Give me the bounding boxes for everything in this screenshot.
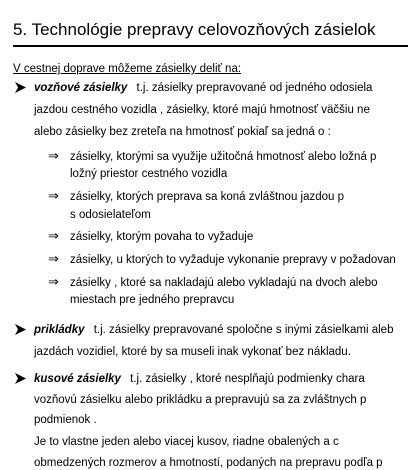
intro-text: V cestnej doprave môžeme zásielky deliť na: [13, 63, 242, 75]
subitem-line: zásielky, ktorým povaha to vyžaduje [70, 231, 254, 243]
subitem-line: zásielky, ktorých preprava sa koná zvláštnou jazdou p [70, 191, 345, 203]
bullet-arrowhead-icon [14, 81, 27, 94]
double-arrow-icon: ⇒ [48, 189, 59, 204]
subitem-line: miestach pre jedného prepravcu [70, 294, 235, 306]
item-term: vozňové zásielky [34, 82, 128, 94]
subitem-line: s odosielateľom [70, 209, 151, 221]
item-text: t.j. zásielky prepravované od jedného odosiela [136, 82, 373, 94]
bullet-arrowhead-icon [14, 372, 27, 385]
bullet-arrowhead-icon [14, 323, 27, 336]
double-arrow-icon: ⇒ [48, 149, 59, 164]
item-text-line: alebo zásielky bez zreteľa na hmotnosť pokiaľ sa jedná o : [34, 126, 331, 138]
subitem-line: ložný priestor cestného vozidla [70, 168, 228, 180]
page-title: 5. Technológie prepravy celovozňových zásielok [13, 20, 376, 39]
title-underline [13, 45, 408, 47]
double-arrow-icon: ⇒ [48, 252, 59, 267]
item-vozňové-line-1 [34, 81, 372, 95]
subitem-line: zásielky , ktoré sa nakladajú alebo vykladajú na dvoch alebo [70, 277, 378, 289]
item-text-line: podmienok . [34, 414, 97, 426]
item-text: t.j. zásielky prepravované spoločne s inými zásielkami aleb [93, 324, 394, 336]
double-arrow-icon: ⇒ [48, 229, 59, 244]
item-prikladky-line-1 [34, 323, 393, 337]
item-text-line: obmedzených rozmerov a hmotností, podaných na prepravu podľa p [34, 457, 383, 469]
item-text-line: jazdou cestného vozidla , zásielky, ktoré majú hmotnosť väčšiu ne [34, 104, 370, 116]
item-kusove-line-1 [34, 372, 365, 386]
item-text: t.j. zásielky , ktoré nesplňajú podmienky chara [130, 373, 365, 385]
double-arrow-icon: ⇒ [48, 275, 59, 290]
item-text-line: vozňovú zásielku alebo prikládku a prepravujú sa za zvláštnych p [34, 394, 367, 406]
item-text-line: Je to vlastne jeden alebo viacej kusov, riadne obalených a c [34, 436, 339, 448]
subitem-line: zásielky, u ktorých to vyžaduje vykonanie prepravy v požadovan [70, 254, 396, 266]
item-term: kusové zásielky [34, 373, 121, 385]
item-text-line: jazdách vozidiel, ktoré by sa museli inak vykonať bez nákladu. [34, 346, 351, 358]
item-term: prikládky [34, 324, 85, 336]
subitem-line: zásielky, ktorými sa využije užitočná hmotnosť alebo ložná p [70, 151, 377, 163]
